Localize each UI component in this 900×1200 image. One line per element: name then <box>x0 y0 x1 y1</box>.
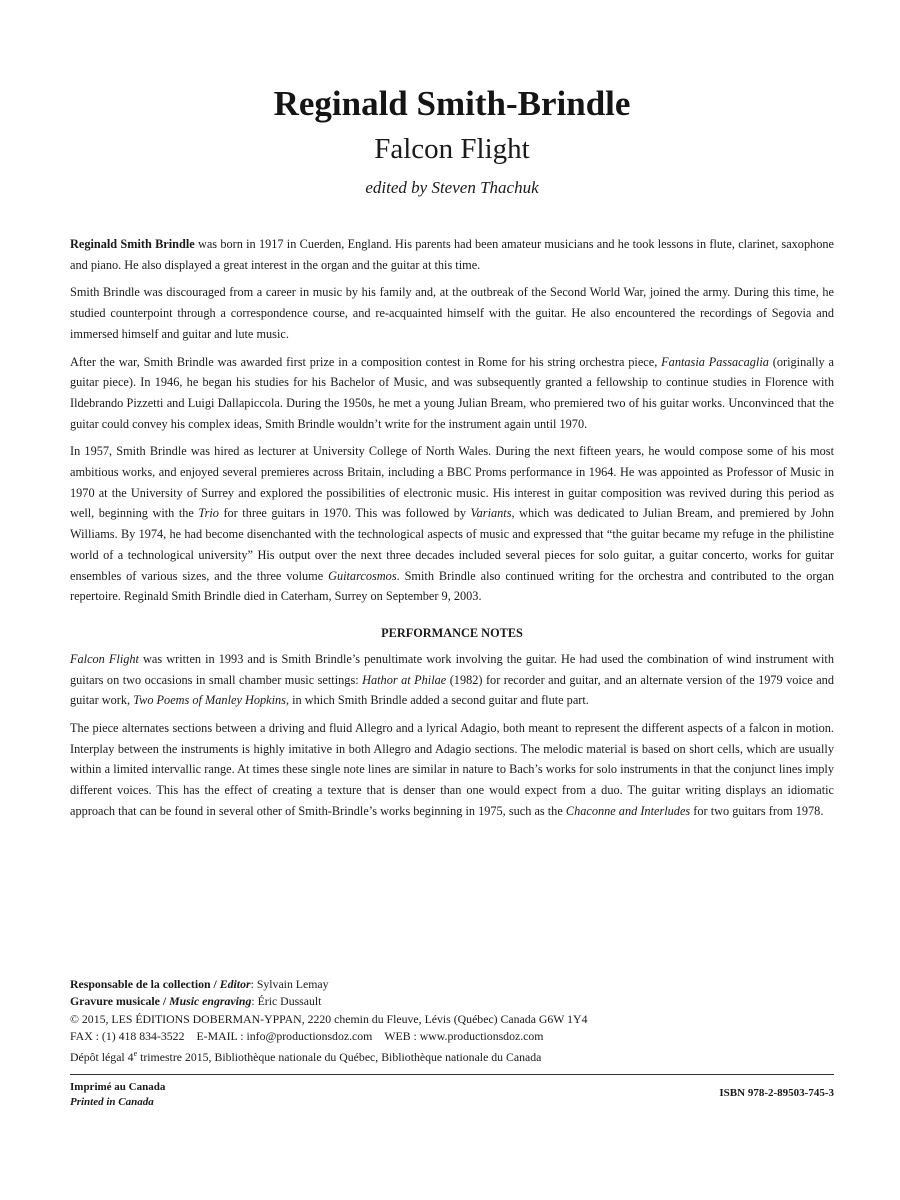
divider-rule <box>70 1074 834 1075</box>
copyright-line: © 2015, LES ÉDITIONS DOBERMAN-YPPAN, 2220 chemin du Fleuve, Lévis (Québec) Canada G6W 1Y4 <box>70 1011 588 1026</box>
credit-label: Music engraving <box>169 994 252 1009</box>
printed-in <box>70 1080 165 1110</box>
work-reference: Chaconne and Interludes <box>565 803 691 818</box>
credit-label: Gravure musicale <box>70 994 160 1009</box>
credit-label: Responsable de la collection <box>70 977 211 991</box>
web-address: WEB : www.productionsdoz.com <box>384 1028 544 1043</box>
bio-text: . Smith Brindle also continued writing for the orchestra and contributed to the organ repertoire. Reginald Smith Brindle died in Caterham, Surrey on September 9, 2003. <box>70 568 834 604</box>
isbn: ISBN 978-2-89503-745-3 <box>719 1087 834 1099</box>
legal-deposit-text: Dépôt légal 4 <box>70 1050 134 1065</box>
work-reference: Variants <box>470 506 512 521</box>
notes-text: The piece alternates sections between a driving and fluid Allegro and a lyrical Adagio, both meant to represent the different aspects of a falcon in motion. Interplay between the instruments is highly imitative in both Allegro and Adagio sections. The melodic material is based on short cells, which are usually within a limited intervallic range. At times these single note lines are similar in nature to Bach’s works for solo instruments in that the conjunct lines imply different voices. This has the effect of creating a texture that is denser than one would expect from a duo. The guitar writing displays an idiomatic approach that can be found in several other of Smith-Brindle’s works beginning in 1975, such as the <box>70 721 834 818</box>
work-reference: Falcon Flight <box>70 651 139 666</box>
bio-paragraph-1 <box>70 234 834 275</box>
credit-label: Editor <box>219 977 251 991</box>
printed-in-fr: Imprimé au Canada <box>70 1081 166 1093</box>
bio-paragraph-4 <box>70 441 834 607</box>
credit-editor: Responsable de la collection / Editor: Sylvain Lemay <box>70 977 329 991</box>
contact-line <box>70 1028 834 1045</box>
work-reference: Trio <box>198 506 219 521</box>
notes-paragraph-1 <box>70 649 834 711</box>
notes-text: was written in 1993 and is Smith Brindle’s penultimate work involving the guitar. He had used the combination of wind instrument with guitars on two occasions in small chamber music settings: <box>70 651 834 687</box>
work-reference: Fantasia Passacaglia <box>661 354 769 369</box>
work-title: Falcon Flight <box>374 133 530 165</box>
bio-lead-name: Reginald Smith Brindle <box>70 237 195 251</box>
bio-paragraph-3 <box>70 352 834 435</box>
notes-text: (1982) for recorder and guitar, and an alternate version of the 1979 voice and guitar work, <box>70 672 834 708</box>
performance-notes-heading: PERFORMANCE NOTES <box>381 625 523 640</box>
bio-text: In 1957, Smith Brindle was hired as lecturer at University College of North Wales. During the next fifteen years, he would compose some of his most ambitious works, and enjoyed several premieres across Britain, including a BBC Proms performance in 1964. He was appointed as Professor of Music in 1970 at the University of Surrey and explored the possibilities of electronic music. His interest in guitar composition was revived during this period as well, beginning with the <box>70 444 834 521</box>
notes-paragraph-2 <box>70 718 834 822</box>
credit-name: Sylvain Lemay <box>256 977 329 991</box>
bio-text: for three guitars in 1970. This was followed by <box>218 506 471 521</box>
legal-deposit-line <box>70 1045 834 1066</box>
ordinal-superscript: e <box>133 1049 138 1059</box>
notes-text: for two guitars from 1978. <box>690 803 824 818</box>
editor-line: edited by Steven Thachuk <box>365 178 539 197</box>
legal-deposit-text: trimestre 2015, Bibliothèque nationale du Québec, Bibliothèque nationale du Canada <box>137 1050 542 1065</box>
bio-text: was born in 1917 in Cuerden, England. His parents had been amateur musicians and he took lessons in flute, clarinet, saxophone and piano. He also displayed a great interest in the organ and the guitar at this time. <box>70 237 834 272</box>
email-address: E-MAIL : info@productionsdoz.com <box>196 1028 373 1043</box>
bio-text: (originally a guitar piece). In 1946, he began his studies for his Bachelor of Music, and was subsequently granted a fellowship to continue studies in Florence with Ildebrando Pizzetti and Luigi Dallapiccola. During the 1950s, he met a young Julian Bream, who premiered two of his guitar works. Unconvinced that the guitar could convey his complex ideas, Smith Brindle wouldn’t write for the instrument again until 1970. <box>70 354 834 431</box>
bio-text: After the war, Smith Brindle was awarded first prize in a composition contest in Rome for his string orchestra piece, <box>70 354 662 369</box>
biography <box>70 234 834 607</box>
notes-text: , in which Smith Brindle added a second guitar and flute part. <box>285 693 589 708</box>
credits-block <box>70 976 834 1066</box>
credit-name: Éric Dussault <box>257 994 322 1009</box>
printed-in-en: Printed in Canada <box>70 1096 154 1108</box>
composer-title: Reginald Smith-Brindle <box>273 84 631 123</box>
fax-number: FAX : (1) 418 834-3522 <box>70 1028 185 1043</box>
document-page <box>70 0 834 829</box>
work-reference: Guitarcosmos <box>328 568 397 583</box>
work-reference: Hathor at Philae <box>362 672 447 687</box>
work-reference: Two Poems of Manley Hopkins <box>133 693 286 708</box>
credit-engraving: Gravure musicale / Music engraving: Éric Dussault <box>70 994 322 1009</box>
bio-text: , which was dedicated to Julian Bream, and premiered by John Williams. By 1974, he had become disenchanted with the technological aspects of music and expressed that “the guitar became my refuge in the philistine world of a technological university” His output over the next three decades included several pieces for solo guitar, a guitar concerto, works for guitar ensembles of various sizes, and the three volume <box>70 506 834 583</box>
bio-paragraph-2: Smith Brindle was discouraged from a career in music by his family and, at the outbreak of the Second World War, joined the army. During this time, he studied counterpoint through a correspondence course, and re-acquainted himself with the guitar. He also encountered the recordings of Segovia and immersed himself and guitar and lute music. <box>70 285 834 341</box>
